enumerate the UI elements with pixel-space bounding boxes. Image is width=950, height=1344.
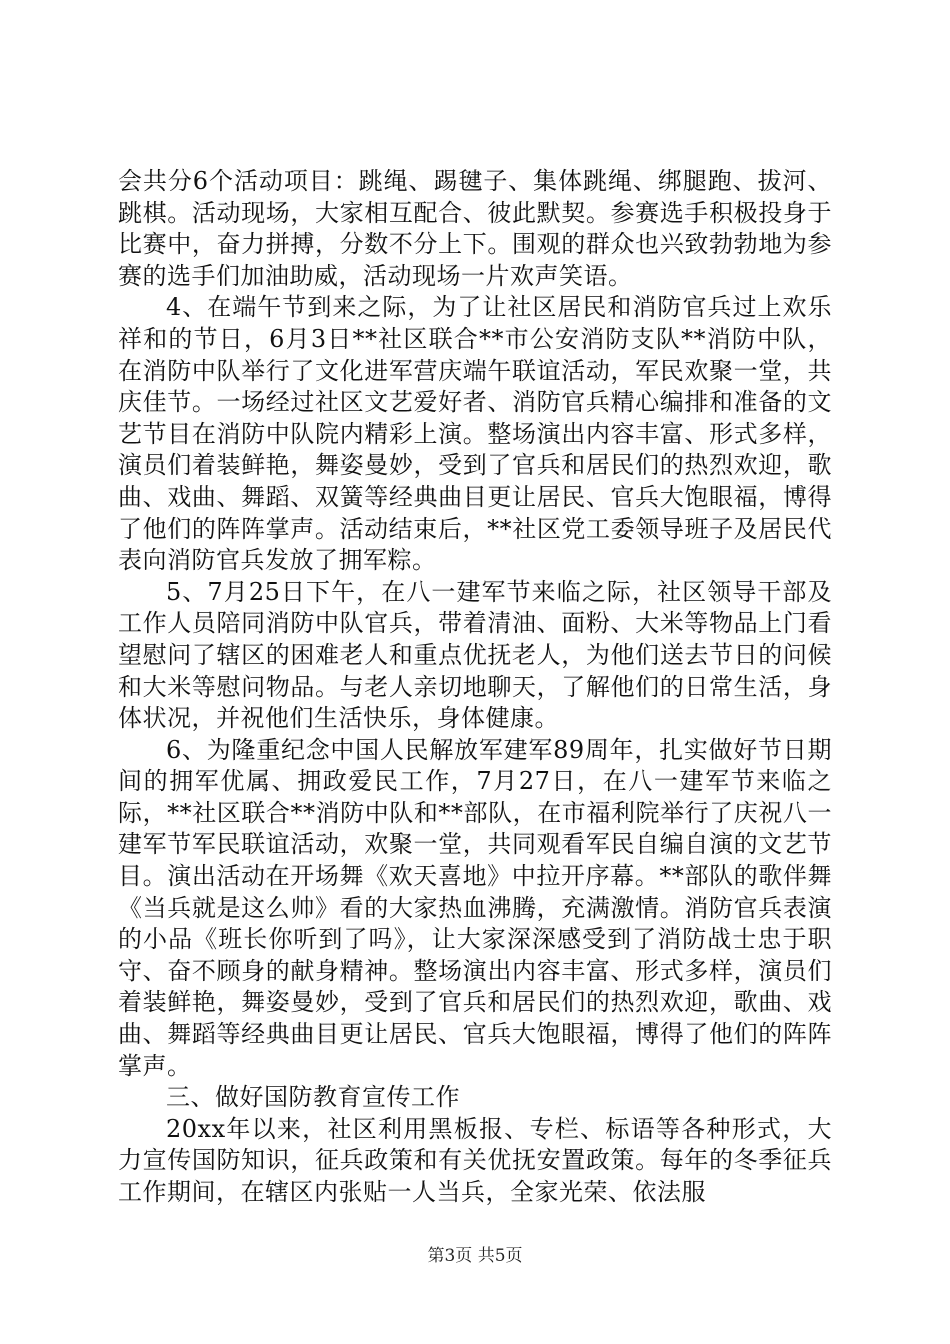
page-footer: 第3页 共5页	[427, 1246, 523, 1266]
paragraph-section-3-body: 20xx年以来，社区利用黑板报、专栏、标语等各种形式，大力宣传国防知识，征兵政策和有关优抚安置政策。每年的冬季征兵工作期间，在辖区内张贴一人当兵，全家光荣、依法服	[118, 1114, 832, 1206]
paragraph-continuation: 会共分6个活动项目：跳绳、踢毽子、集体跳绳、绑腿跑、拔河、跳棋。活动现场，大家相互配合、彼此默契。参赛选手积极投身于比赛中，奋力拼搏，分数不分上下。围观的群众也兴致勃勃地为参赛的选手们加油助威，活动现场一片欢声笑语。	[118, 167, 832, 290]
paragraph-item-4: 4、在端午节到来之际，为了让社区居民和消防官兵过上欢乐祥和的节日，6月3日**社区联合**市公安消防支队**消防中队，在消防中队举行了文化进军营庆端午联谊活动，军民欢聚一堂，共庆佳节。一场经过社区文艺爱好者、消防官兵精心编排和准备的文艺节目在消防中队院内精彩上演。整场演出内容丰富、形式多样，演员们着装鲜艳，舞姿曼妙，受到了官兵和居民们的热烈欢迎，歌曲、戏曲、舞蹈、双簧等经典曲目更让居民、官兵大饱眼福，博得了他们的阵阵掌声。活动结束后，**社区党工委领导班子及居民代表向消防官兵发放了拥军粽。	[118, 293, 832, 575]
section-heading-3: 三、做好国防教育宣传工作	[166, 1083, 460, 1112]
paragraph-item-6: 6、为隆重纪念中国人民解放军建军89周年，扎实做好节日期间的拥军优属、拥政爱民工作，7月27日，在八一建军节来临之际，**社区联合**消防中队和**部队，在市福利院举行了庆祝八一建军节军民联谊活动，欢聚一堂，共同观看军民自编自演的文艺节目。演出活动在开场舞《欢天喜地》中拉开序幕。**部队的歌伴舞《当兵就是这么帅》看的大家热血沸腾，充满激情。消防官兵表演的小品《班长你听到了吗》，让大家深深感受到了消防战士忠于职守、奋不顾身的献身精神。整场演出内容丰富、形式多样，演员们着装鲜艳，舞姿曼妙，受到了官兵和居民们的热烈欢迎，歌曲、戏曲、舞蹈等经典曲目更让居民、官兵大饱眼福，博得了他们的阵阵掌声。	[118, 735, 832, 1080]
paragraph-item-5: 5、7月25日下午，在八一建军节来临之际，社区领导干部及工作人员陪同消防中队官兵，带着清油、面粉、大米等物品上门看望慰问了辖区的困难老人和重点优抚老人，为他们送去节日的问候和大米等慰问物品。与老人亲切地聊天，了解他们的日常生活，身体状况，并祝他们生活快乐，身体健康。	[118, 577, 832, 733]
document-body	[118, 166, 832, 1209]
